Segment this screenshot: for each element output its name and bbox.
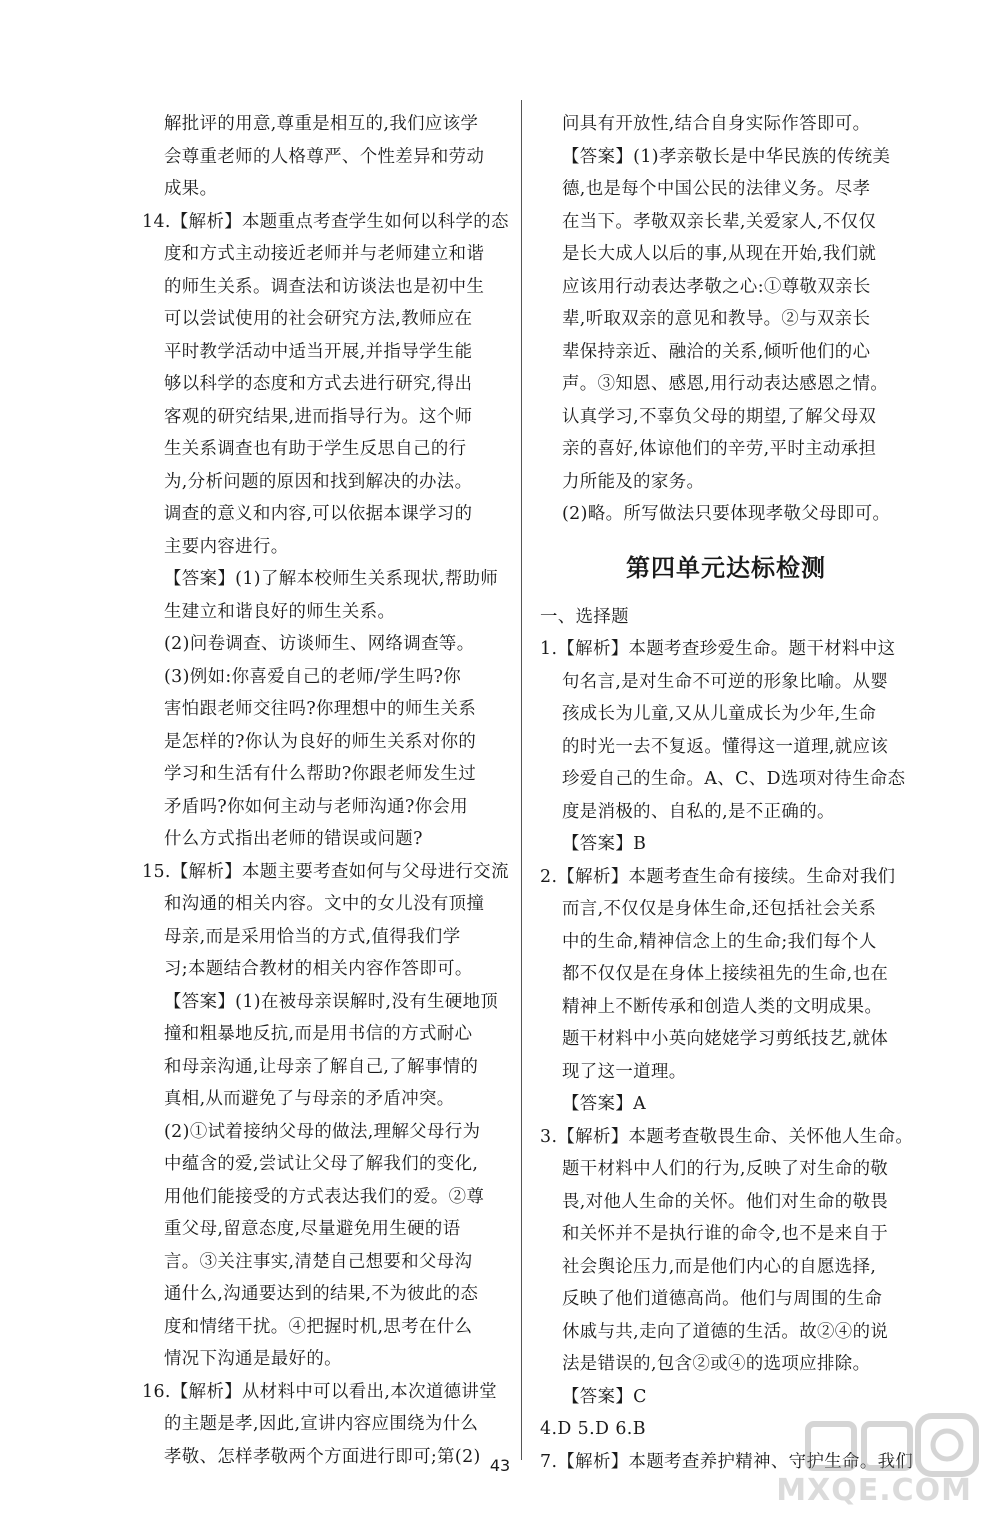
text-line: 成果。 xyxy=(164,179,218,199)
text-line: 度是消极的、自私的,是不正确的。 xyxy=(562,801,835,822)
text-line: 学习和生活有什么帮助?你跟老师发生过 xyxy=(164,764,477,784)
right-column-bottom xyxy=(540,601,912,1479)
text-line: 问具有开放性,结合自身实际作答即可。 xyxy=(562,114,871,134)
text-line: 习;本题结合教材的相关内容作答即可。 xyxy=(164,959,473,979)
text-line: 和母亲沟通,让母亲了解自己,了解事情的 xyxy=(164,1056,479,1077)
text-line: 辈,听取双亲的意见和教导。②与双亲长 xyxy=(562,309,871,329)
text-line: 应该用行动表达孝敬之心:①尊敬双亲长 xyxy=(562,276,871,297)
text-line: 和关怀并不是执行谁的命令,也不是来自于 xyxy=(562,1224,889,1244)
text-line: 主要内容进行。 xyxy=(164,536,289,557)
text-line: 社会舆论压力,而是他们内心的自愿选择, xyxy=(562,1256,877,1277)
text-line: 孩成长为儿童,又从儿童成长为少年,生命 xyxy=(562,704,877,724)
text-line: 母亲,而是采用恰当的方式,值得我们学 xyxy=(164,926,461,947)
text-line: 亲的喜好,体谅他们的辛劳,平时主动承担 xyxy=(562,439,877,459)
text-line: 反映了他们道德高尚。他们与周围的生命 xyxy=(562,1289,883,1309)
text-line: 孝敬、怎样孝敬两个方面进行即可;第(2) xyxy=(164,1446,481,1467)
text-line: 4.D 5.D 6.B xyxy=(540,1419,646,1439)
watermark-logo xyxy=(768,1410,988,1520)
text-line: (3)例如:你喜爱自己的老师/学生吗?你 xyxy=(164,666,462,687)
text-line: 通什么,沟通要达到的结果,不为彼此的态 xyxy=(164,1284,479,1304)
text-line: 中的生命,精神信念上的生命;我们每个人 xyxy=(562,931,877,952)
text-line: 14.【解析】本题重点考查学生如何以科学的态 xyxy=(142,211,509,232)
text-line: (2)①试着接纳父母的做法,理解父母行为 xyxy=(164,1121,481,1142)
text-line: 【答案】(1)在被母亲误解时,没有生硬地顶 xyxy=(164,991,499,1012)
text-line: 是怎样的?你认为良好的师生关系对你的 xyxy=(164,731,477,752)
text-line: 度和方式主动接近老师并与老师建立和谐 xyxy=(164,244,485,264)
text-line: 辈保持亲近、融洽的关系,倾听他们的心 xyxy=(562,341,871,362)
text-line: 【答案】(1)孝亲敬长是中华民族的传统美 xyxy=(562,146,891,167)
text-line: 而言,不仅仅是身体生命,还包括社会关系 xyxy=(562,899,877,919)
text-line: 为,分析问题的原因和找到解决的办法。 xyxy=(164,471,473,492)
left-column xyxy=(142,108,509,1473)
text-line: 声。③知恩、感恩,用行动表达感恩之情。 xyxy=(562,374,889,394)
right-column-top xyxy=(540,108,912,531)
text-line: 法是错误的,包含②或④的选项应排除。 xyxy=(562,1354,871,1374)
text-line: 的主题是孝,因此,宣讲内容应围绕为什么 xyxy=(164,1414,479,1434)
watermark-text: MXQE.COM xyxy=(776,1473,972,1508)
text-line: 休戚与共,走向了道德的生活。故②④的说 xyxy=(562,1321,889,1342)
text-line: 重父母,留意态度,尽量避免用生硬的语 xyxy=(164,1219,461,1239)
text-line: (2)问卷调查、访谈师生、网络调查等。 xyxy=(164,634,475,654)
text-line: 7.【解析】本题考查养护精神、守护生命。我们 xyxy=(540,1451,914,1472)
right-column xyxy=(540,108,912,1478)
text-line: 的师生关系。调查法和访谈法也是初中生 xyxy=(164,276,485,297)
text-line: 15.【解析】本题主要考查如何与父母进行交流 xyxy=(142,861,509,882)
text-line: 题干材料中小英向姥姥学习剪纸技艺,就体 xyxy=(562,1029,889,1049)
text-line: 【答案】C xyxy=(562,1386,647,1407)
text-line: 认真学习,不辜负父母的期望,了解父母双 xyxy=(562,406,877,427)
text-line: 真相,从而避免了与母亲的矛盾冲突。 xyxy=(164,1089,455,1109)
text-line: 16.【解析】从材料中可以看出,本次道德讲堂 xyxy=(142,1381,498,1402)
text-line: 可以尝试使用的社会研究方法,教师应在 xyxy=(164,309,473,329)
text-line: 害怕跟老师交往吗?你理想中的师生关系 xyxy=(164,699,477,719)
text-line: 精神上不断传承和创造人类的文明成果。 xyxy=(562,996,883,1017)
text-line: 和沟通的相关内容。文中的女儿没有顶撞 xyxy=(164,894,485,914)
text-line: 3.【解析】本题考查敬畏生命、关怀他人生命。 xyxy=(540,1126,914,1147)
text-line: (2)略。所写做法只要体现孝敬父母即可。 xyxy=(562,504,891,524)
text-line: 解批评的用意,尊重是相互的,我们应该学 xyxy=(164,114,479,134)
text-line: 在当下。孝敬双亲长辈,关爱家人,不仅仅 xyxy=(562,211,877,232)
text-line: 中蕴含的爱,尝试让父母了解我们的变化, xyxy=(164,1154,479,1174)
column-divider xyxy=(521,100,522,1460)
text-line: 题干材料中人们的行为,反映了对生命的敬 xyxy=(562,1159,889,1179)
text-line: 力所能及的家务。 xyxy=(562,471,705,492)
text-line: 撞和粗暴地反抗,而是用书信的方式耐心 xyxy=(164,1024,473,1044)
text-line: 的时光一去不复返。懂得这一道理,就应该 xyxy=(562,736,889,757)
text-line: 调查的意义和内容,可以依据本课学习的 xyxy=(164,504,473,524)
text-line: 会尊重老师的人格尊严、个性差异和劳动 xyxy=(164,146,485,167)
text-line: 2.【解析】本题考查生命有接续。生命对我们 xyxy=(540,866,896,887)
text-line: 用他们能接受的方式表达我们的爱。②尊 xyxy=(164,1186,485,1207)
text-line: 生关系调查也有助于学生反思自己的行 xyxy=(164,439,467,459)
text-line: 生建立和谐良好的师生关系。 xyxy=(164,601,396,622)
text-line: 平时教学活动中适当开展,并指导学生能 xyxy=(164,341,473,362)
text-line: 客观的研究结果,进而指导行为。这个师 xyxy=(164,406,473,427)
text-line: 【答案】(1)了解本校师生关系现状,帮助师 xyxy=(164,569,499,589)
text-line: 是长大成人以后的事,从现在开始,我们就 xyxy=(562,244,877,264)
unit-title: 第四单元达标检测 xyxy=(626,553,826,582)
text-line: 珍爱自己的生命。A、C、D选项对待生命态 xyxy=(562,769,906,789)
text-line: 畏,对他人生命的关怀。他们对生命的敬畏 xyxy=(562,1191,889,1212)
text-line: 句名言,是对生命不可逆的形象比喻。从婴 xyxy=(562,671,889,692)
page-number: 43 xyxy=(489,1456,511,1475)
text-line: 够以科学的态度和方式去进行研究,得出 xyxy=(164,374,473,394)
text-line: 一、选择题 xyxy=(540,606,629,627)
text-line: 情况下沟通是最好的。 xyxy=(164,1349,342,1369)
text-line: 1.【解析】本题考查珍爱生命。题干材料中这 xyxy=(540,639,896,659)
text-line: 现了这一道理。 xyxy=(562,1061,687,1082)
text-line: 矛盾吗?你如何主动与老师沟通?你会用 xyxy=(164,796,469,817)
text-line: 【答案】A xyxy=(562,1094,647,1114)
text-line: 德,也是每个中国公民的法律义务。尽孝 xyxy=(562,179,871,199)
text-line: 都不仅仅是在身体上接续祖先的生命,也在 xyxy=(562,964,889,984)
text-line: 【答案】B xyxy=(562,834,647,854)
text-line: 度和情绪干扰。④把握时机,思考在什么 xyxy=(164,1316,473,1337)
text-line: 言。③关注事实,清楚自己想要和父母沟 xyxy=(164,1251,473,1272)
text-line: 什么方式指出老师的错误或问题? xyxy=(164,829,423,849)
